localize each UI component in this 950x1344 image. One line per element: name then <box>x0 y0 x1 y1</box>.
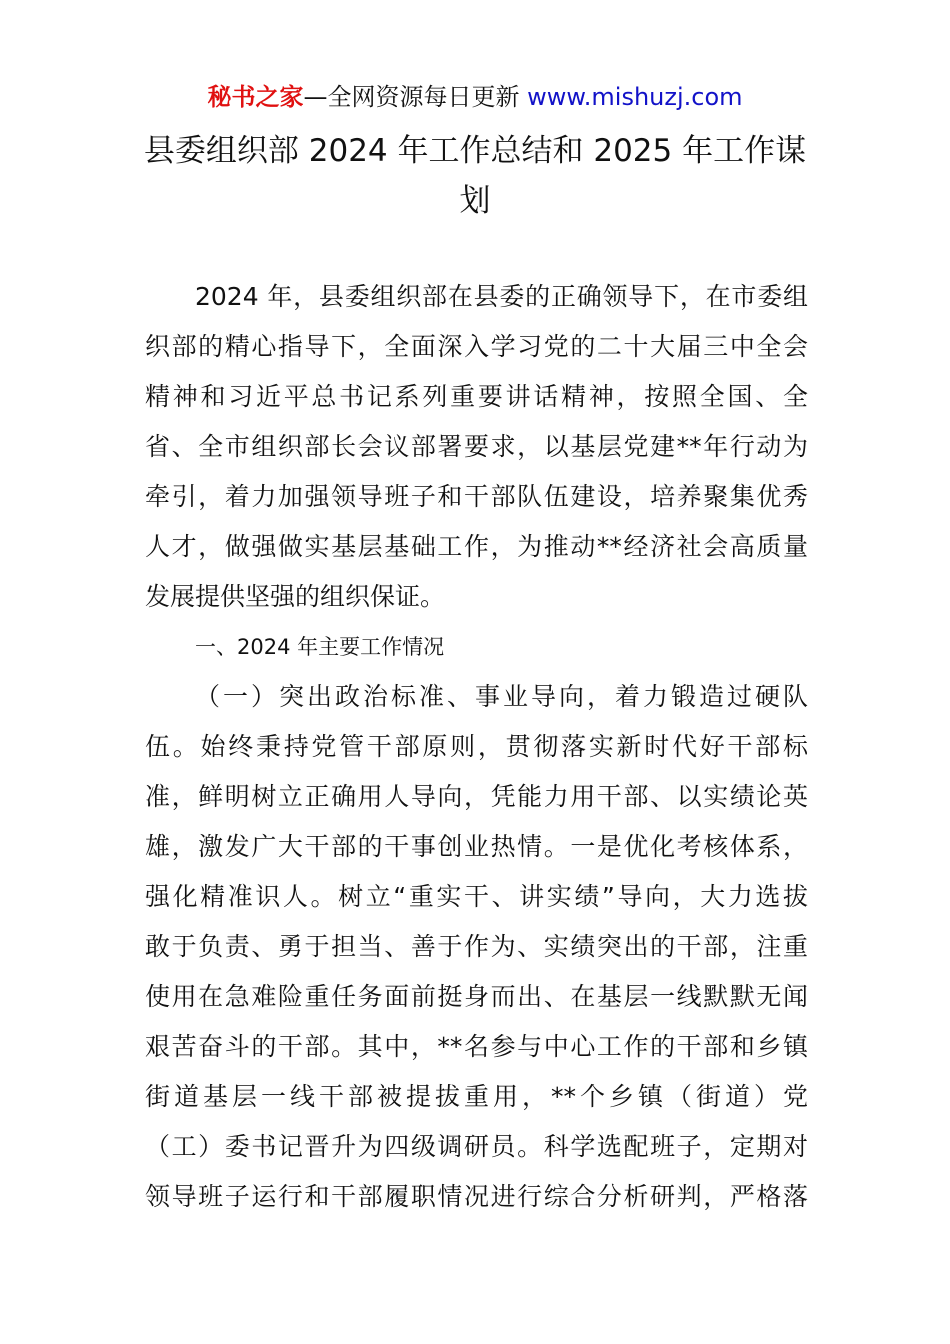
body-line: 使用在急难险重任务面前挺身而出、在基层一线默默无闻 <box>145 982 808 1011</box>
body-line: 人才，做强做实基层基础工作，为推动**经济社会高质量 <box>145 532 808 561</box>
document-title <box>140 126 810 226</box>
document-body <box>145 272 808 1222</box>
body-line: 准，鲜明树立正确用人导向，凭能力用干部、以实绩论英 <box>145 782 808 811</box>
body-line: 伍。始终秉持党管干部原则，贯彻落实新时代好干部标 <box>145 732 808 761</box>
body-line: 领导班子运行和干部履职情况进行综合分析研判，严格落 <box>145 1182 808 1211</box>
body-line: 精神和习近平总书记系列重要讲话精神，按照全国、全 <box>145 382 808 411</box>
site-header <box>0 80 950 114</box>
body-line: 省、全市组织部长会议部署要求，以基层党建**年行动为 <box>145 432 808 461</box>
body-line: 敢于负责、勇于担当、善于作为、实绩突出的干部，注重 <box>145 932 808 961</box>
title-line: 县委组织部 2024 年工作总结和 2025 年工作谋 <box>143 133 807 169</box>
body-line: 织部的精心指导下，全面深入学习党的二十大届三中全会 <box>145 332 808 361</box>
body-line: （工）委书记晋升为四级调研员。科学选配班子，定期对 <box>145 1132 808 1161</box>
body-line: 雄，激发广大干部的干事创业热情。一是优化考核体系， <box>145 832 808 861</box>
body-line: 街道基层一线干部被提拔重用，**个乡镇（街道）党 <box>145 1082 808 1111</box>
site-tagline: —全网资源每日更新 <box>303 83 528 111</box>
body-line: （一）突出政治标准、事业导向，着力锻造过硬队 <box>195 682 808 711</box>
body-line: 牵引，着力加强领导班子和干部队伍建设，培养聚集优秀 <box>145 482 808 511</box>
body-line: 强化精准识人。树立“重实干、讲实绩”导向，大力选拔 <box>145 882 808 911</box>
site-url-link[interactable]: www.mishuzj.com <box>527 83 743 111</box>
section-heading: 一、2024 年主要工作情况 <box>195 635 445 659</box>
body-line: 2024 年，县委组织部在县委的正确领导下，在市委组 <box>195 282 808 311</box>
body-line: 艰苦奋斗的干部。其中，**名参与中心工作的干部和乡镇 <box>145 1032 808 1061</box>
body-line: 发展提供坚强的组织保证。 <box>145 582 446 611</box>
title-line: 划 <box>459 183 491 219</box>
site-brand: 秘书之家 <box>207 83 304 111</box>
